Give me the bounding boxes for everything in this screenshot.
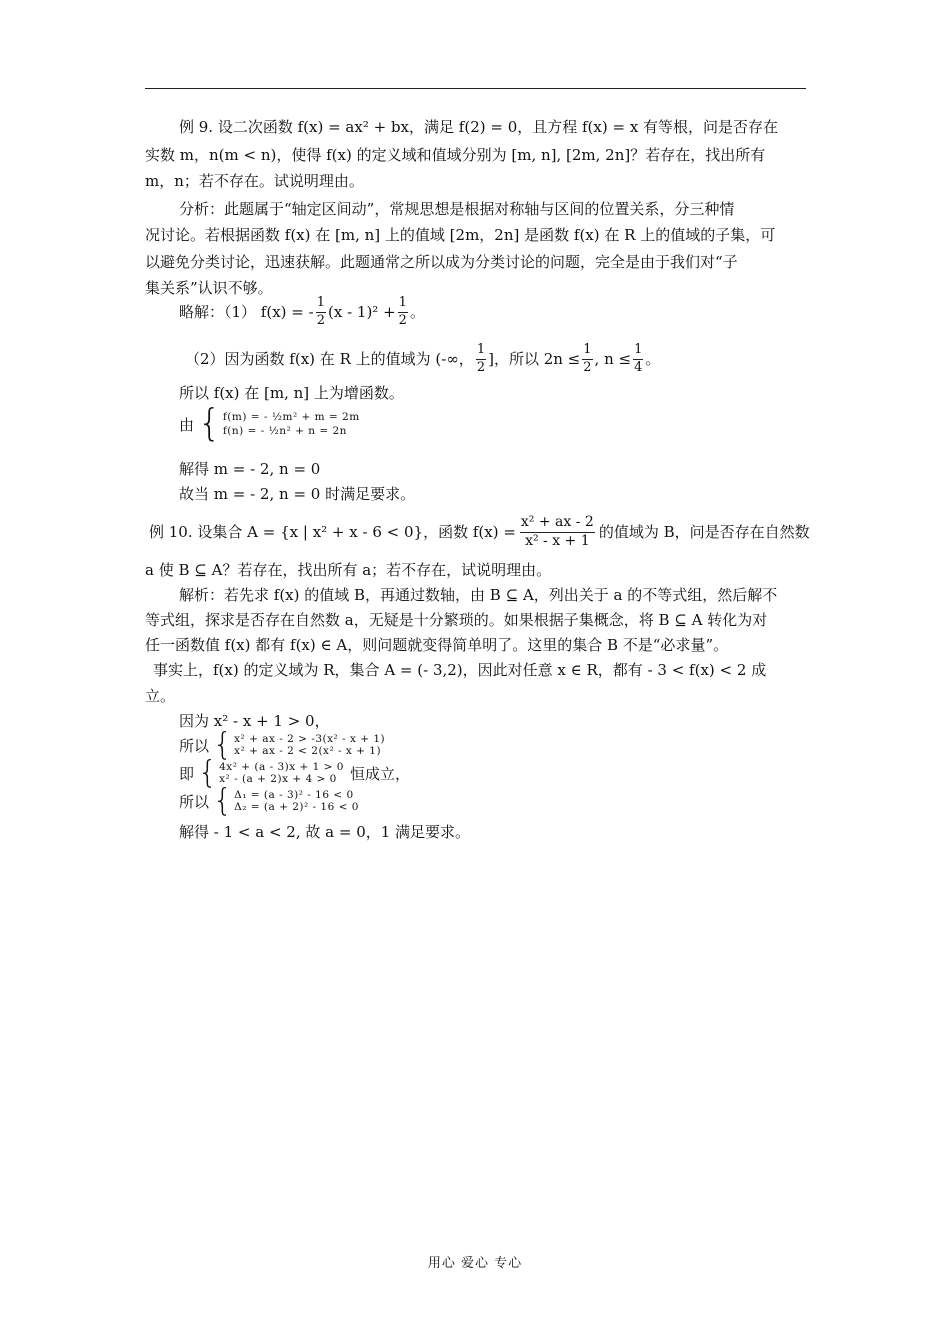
solution9-step1 — [179, 292, 425, 332]
fraction-numerator: 1 — [633, 343, 643, 359]
equation-2: f(n) = - ½n² + n = 2n — [222, 425, 347, 437]
example9-line3: m，n；若不存在。试说明理由。 — [145, 172, 364, 190]
example9-line1: 例 9. 设二次函数 f(x) = ax² + bx，满足 f(2) = 0，且方程 f(x) = x 有等根，问是否存在 — [179, 118, 779, 136]
example10-line2: a 使 B ⊆ A？若存在，找出所有 a；若不存在，试说明理由。 — [145, 561, 552, 579]
fraction-denominator: 2 — [476, 359, 486, 375]
fraction-one-quarter — [633, 343, 643, 375]
step2-mid: ]，所以 2n ≤ — [488, 349, 581, 368]
system-equations — [223, 410, 360, 438]
fraction-numerator: 1 — [316, 296, 326, 312]
fraction-one-half-4 — [582, 343, 592, 375]
inequality-3: 4x² + (a - 3)x + 1 > 0 — [219, 761, 344, 773]
analysis10-line1: 解析：若先求 f(x) 的值域 B，再通过数轴，由 B ⊆ A，列出关于 a 的不等式组，然后解不 — [179, 586, 778, 604]
inequality-4: x² - (a + 2)x + 4 > 0 — [219, 773, 337, 785]
fraction-denominator: x² - x + 1 — [525, 532, 590, 549]
fraction-one-half — [316, 296, 326, 328]
discriminant-2: Δ₂ = (a + 2)² - 16 < 0 — [234, 801, 359, 813]
ex10-prefix: 例 10. 设集合 A = {x | x² + x - 6 < 0}，函数 f(x) = — [149, 522, 516, 541]
step1-suffix: 。 — [409, 302, 425, 321]
analysis9-line1: 分析：此题属于“轴定区间动”，常规思想是根据对称轴与区间的位置关系，分三种情 — [179, 200, 735, 218]
solution9-conclusion: 故当 m = - 2, n = 0 时满足要求。 — [179, 485, 416, 503]
analysis9-line3: 以避免分类讨论，迅速获解。此题通常之所以成为分类讨论的问题，完全是由于我们对“子 — [145, 253, 738, 271]
solution10-system3 — [179, 782, 359, 819]
analysis10-line4: 事实上，f(x) 的定义域为 R，集合 A = (- 3,2)，因此对任意 x ∈ R，都有 - 3 < f(x) < 2 成 — [153, 661, 767, 679]
so-label: 所以 — [179, 736, 210, 755]
discriminant-1: Δ₁ = (a - 3)² - 16 < 0 — [234, 789, 354, 801]
fraction-one-half-2 — [398, 296, 408, 328]
ji-label: 即 — [179, 764, 195, 783]
example10-line1 — [149, 510, 810, 554]
solution9-step2 — [185, 339, 660, 379]
page-footer: 用心 爱心 专心 — [427, 1256, 523, 1271]
step1-prefix: 略解：（1） f(x) = - — [179, 302, 314, 321]
analysis10-line3: 任一函数值 f(x) 都有 f(x) ∈ A，则问题就变得简单明了。这里的集合 B 不是“必求量”。 — [145, 636, 729, 654]
fraction-one-half-3 — [476, 343, 486, 375]
left-brace: { — [198, 401, 221, 445]
analysis9-line2: 况讨论。若根据函数 f(x) 在 [m, n] 上的值域 [2m，2n] 是函数 f(x) 在 R 上的值域的子集，可 — [145, 226, 776, 244]
solution10-because: 因为 x² - x + 1 > 0， — [179, 712, 330, 730]
fraction-numerator: 1 — [582, 343, 592, 359]
fraction-denominator: 2 — [316, 312, 325, 328]
analysis9-line4: 集关系”认识不够。 — [145, 279, 273, 297]
system-inequalities-1 — [234, 733, 385, 757]
left-brace: { — [198, 754, 218, 791]
step2-mid2: , n ≤ — [594, 349, 632, 368]
inequality-1: x² + ax - 2 > -3(x² - x + 1) — [234, 733, 386, 745]
fraction-denominator: 2 — [398, 312, 407, 328]
left-brace: { — [213, 726, 233, 763]
fraction-denominator: 4 — [634, 359, 643, 375]
header-rule — [145, 88, 806, 89]
inequality-2: x² + ax - 2 < 2(x² - x + 1) — [234, 745, 382, 757]
function-fraction — [520, 515, 595, 549]
example9-line2: 实数 m，n(m < n)，使得 f(x) 的定义域和值域分别为 [m, n], [2m, 2n]？若存在，找出所有 — [145, 146, 766, 164]
always-holds: 恒成立， — [349, 764, 410, 783]
by-label: 由 — [179, 415, 195, 434]
step1-mid: (x - 1)² + — [327, 302, 396, 321]
solution10-result: 解得 - 1 < a < 2, 故 a = 0，1 满足要求。 — [179, 823, 471, 841]
left-brace: { — [213, 782, 233, 819]
fraction-numerator: 1 — [398, 296, 408, 312]
solution9-step3: 所以 f(x) 在 [m, n] 上为增函数。 — [179, 384, 404, 402]
analysis10-line5: 立。 — [145, 687, 176, 705]
step2-suffix: 。 — [645, 349, 661, 368]
system-inequalities-2 — [219, 761, 344, 785]
solution9-system — [179, 401, 360, 445]
step2-prefix: （2）因为函数 f(x) 在 R 上的值域为 (-∞， — [185, 349, 474, 368]
fraction-numerator: x² + ax - 2 — [520, 515, 595, 532]
system-discriminants — [234, 789, 359, 813]
fraction-numerator: 1 — [476, 343, 486, 359]
equation-1: f(m) = - ½m² + m = 2m — [222, 411, 360, 423]
so-label-2: 所以 — [179, 792, 210, 811]
fraction-denominator: 2 — [583, 359, 592, 375]
solution9-result: 解得 m = - 2, n = 0 — [179, 460, 321, 478]
ex10-suffix: 的值域为 B，问是否存在自然数 — [598, 522, 810, 541]
analysis10-line2: 等式组，探求是否存在自然数 a，无疑是十分繁琐的。如果根据子集概念，将 B ⊆ A 转化为对 — [145, 611, 768, 629]
